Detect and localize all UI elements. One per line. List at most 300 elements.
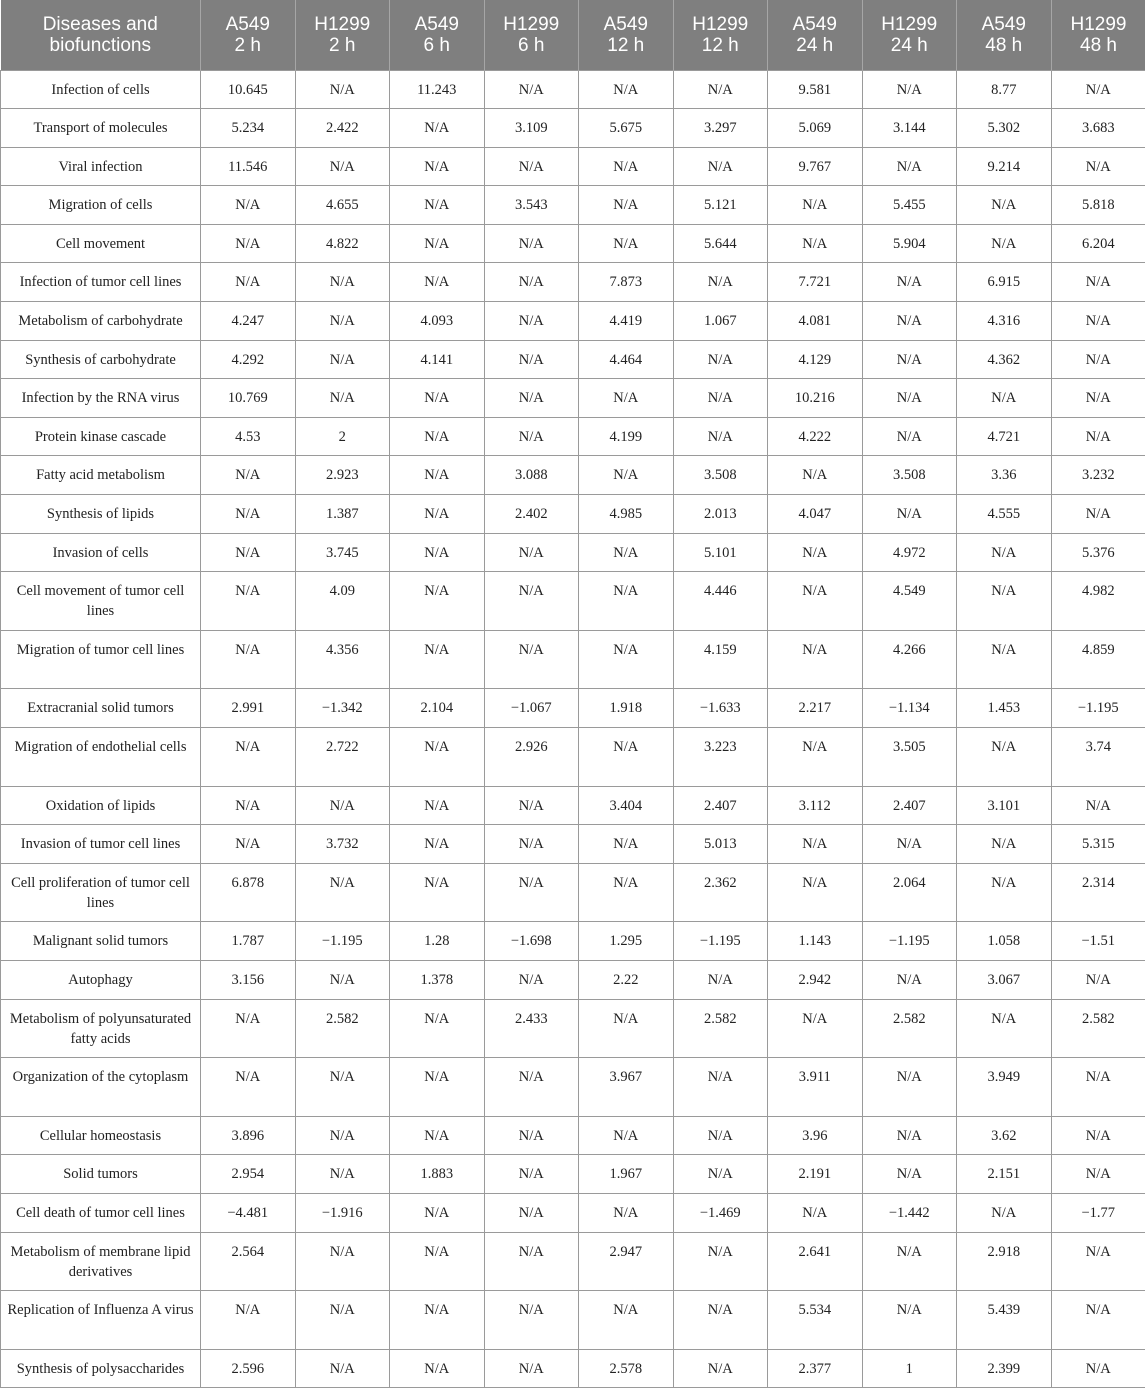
column-header (768, 0, 863, 70)
value-cell: 2 (295, 417, 390, 456)
column-header-line: H1299 (1070, 13, 1127, 35)
value-cell: N/A (484, 70, 579, 109)
value-cell: 8.77 (957, 70, 1052, 109)
value-cell: N/A (768, 456, 863, 495)
value-cell: N/A (1051, 960, 1145, 999)
value-cell: N/A (579, 999, 674, 1058)
value-cell: N/A (201, 1291, 296, 1350)
table-row (1, 495, 1145, 534)
table-row (1, 109, 1145, 148)
value-cell: 2.578 (579, 1349, 674, 1388)
value-cell: −1.77 (1051, 1193, 1145, 1232)
table-row (1, 1116, 1145, 1155)
value-cell: 3.683 (1051, 109, 1145, 148)
value-cell: N/A (579, 147, 674, 186)
column-header-line: 12 h (607, 34, 645, 56)
value-cell: N/A (295, 1116, 390, 1155)
value-cell: N/A (295, 786, 390, 825)
value-cell: N/A (484, 379, 579, 418)
value-cell: 2.407 (673, 786, 768, 825)
value-cell: N/A (390, 1193, 485, 1232)
value-cell: N/A (862, 70, 957, 109)
value-cell: N/A (484, 1058, 579, 1117)
value-cell: 2.433 (484, 999, 579, 1058)
value-cell: N/A (295, 340, 390, 379)
value-cell: 5.904 (862, 224, 957, 263)
value-cell: N/A (1051, 302, 1145, 341)
value-cell: 3.74 (1051, 728, 1145, 787)
column-header-line: 48 h (985, 34, 1023, 56)
value-cell: N/A (1051, 70, 1145, 109)
value-cell: 5.315 (1051, 825, 1145, 864)
value-cell: N/A (390, 863, 485, 922)
column-header (484, 0, 579, 70)
value-cell: N/A (1051, 1291, 1145, 1350)
value-cell: 10.216 (768, 379, 863, 418)
row-label-cell: Metabolism of polyunsaturated fatty acids (1, 999, 201, 1058)
value-cell: 3.156 (201, 960, 296, 999)
value-cell: N/A (862, 302, 957, 341)
value-cell: 2.104 (390, 689, 485, 728)
value-cell: 4.549 (862, 572, 957, 631)
column-header-name (1, 0, 201, 70)
value-cell: N/A (579, 1291, 674, 1350)
row-label-cell: Protein kinase cascade (1, 417, 201, 456)
table-row (1, 147, 1145, 186)
value-cell: 3.732 (295, 825, 390, 864)
row-label-cell: Invasion of cells (1, 533, 201, 572)
row-label-cell: Infection of cells (1, 70, 201, 109)
value-cell: N/A (1051, 1155, 1145, 1194)
value-cell: N/A (579, 379, 674, 418)
row-label-cell: Extracranial solid tumors (1, 689, 201, 728)
value-cell: 6.204 (1051, 224, 1145, 263)
value-cell: 3.088 (484, 456, 579, 495)
value-cell: N/A (579, 630, 674, 689)
value-cell: N/A (295, 863, 390, 922)
value-cell: −1.916 (295, 1193, 390, 1232)
value-cell: 4.464 (579, 340, 674, 379)
value-cell: 2.926 (484, 728, 579, 787)
value-cell: N/A (1051, 1058, 1145, 1117)
row-label-cell: Replication of Influenza A virus (1, 1291, 201, 1350)
value-cell: N/A (673, 1155, 768, 1194)
value-cell: 3.62 (957, 1116, 1052, 1155)
value-cell: 2.942 (768, 960, 863, 999)
value-cell: 4.859 (1051, 630, 1145, 689)
table-header (1, 0, 1145, 70)
value-cell: N/A (201, 456, 296, 495)
value-cell: 4.292 (201, 340, 296, 379)
table-row (1, 70, 1145, 109)
value-cell: N/A (484, 630, 579, 689)
column-header-line: 24 h (890, 34, 928, 56)
value-cell: 4.972 (862, 533, 957, 572)
table-row (1, 728, 1145, 787)
column-header (673, 0, 768, 70)
column-header-line: 6 h (423, 34, 450, 56)
value-cell: 10.769 (201, 379, 296, 418)
row-label-cell: Metabolism of membrane lipid derivatives (1, 1232, 201, 1291)
column-header-line: H1299 (692, 13, 749, 35)
value-cell: N/A (579, 863, 674, 922)
column-header-line: 2 h (329, 34, 356, 56)
row-label-cell: Organization of the cytoplasm (1, 1058, 201, 1117)
value-cell: 2.151 (957, 1155, 1052, 1194)
row-label-cell: Oxidation of lipids (1, 786, 201, 825)
value-cell: 3.067 (957, 960, 1052, 999)
value-cell: 2.22 (579, 960, 674, 999)
column-header-line: Diseases and (42, 13, 158, 35)
value-cell: N/A (390, 263, 485, 302)
column-header-line: 48 h (1080, 34, 1117, 56)
row-label-cell: Invasion of tumor cell lines (1, 825, 201, 864)
value-cell: 3.223 (673, 728, 768, 787)
value-cell: N/A (201, 825, 296, 864)
value-cell: N/A (957, 728, 1052, 787)
column-header-line: A549 (981, 13, 1026, 35)
value-cell: 1.058 (957, 922, 1052, 961)
value-cell: N/A (957, 863, 1052, 922)
value-cell: 1.28 (390, 922, 485, 961)
value-cell: N/A (484, 417, 579, 456)
value-cell: N/A (768, 825, 863, 864)
value-cell: 4.982 (1051, 572, 1145, 631)
value-cell: 1.295 (579, 922, 674, 961)
value-cell: N/A (484, 1349, 579, 1388)
value-cell: 2.918 (957, 1232, 1052, 1291)
value-cell: 4.419 (579, 302, 674, 341)
value-cell: N/A (295, 1058, 390, 1117)
table-row (1, 999, 1145, 1058)
value-cell: N/A (957, 572, 1052, 631)
value-cell: 3.505 (862, 728, 957, 787)
value-cell: N/A (862, 495, 957, 534)
value-cell: −1.195 (295, 922, 390, 961)
value-cell: 3.745 (295, 533, 390, 572)
value-cell: 4.222 (768, 417, 863, 456)
table-row (1, 922, 1145, 961)
table-row (1, 417, 1145, 456)
value-cell: 4.047 (768, 495, 863, 534)
value-cell: N/A (673, 960, 768, 999)
value-cell: 4.356 (295, 630, 390, 689)
value-cell: N/A (484, 1155, 579, 1194)
column-header-line: A549 (792, 13, 837, 35)
value-cell: N/A (768, 728, 863, 787)
value-cell: N/A (390, 1232, 485, 1291)
value-cell: 6.878 (201, 863, 296, 922)
value-cell: N/A (1051, 495, 1145, 534)
value-cell: N/A (484, 340, 579, 379)
value-cell: N/A (201, 263, 296, 302)
value-cell: 5.534 (768, 1291, 863, 1350)
value-cell: 4.081 (768, 302, 863, 341)
value-cell: N/A (295, 147, 390, 186)
column-header (957, 0, 1052, 70)
value-cell: N/A (957, 224, 1052, 263)
value-cell: N/A (390, 999, 485, 1058)
value-cell: N/A (579, 1193, 674, 1232)
value-cell: 4.555 (957, 495, 1052, 534)
value-cell: N/A (390, 825, 485, 864)
value-cell: N/A (673, 1116, 768, 1155)
value-cell: 4.09 (295, 572, 390, 631)
value-cell: −1.442 (862, 1193, 957, 1232)
column-header-line: 6 h (518, 34, 545, 56)
value-cell: 2.377 (768, 1349, 863, 1388)
row-label-cell: Migration of cells (1, 186, 201, 225)
value-cell: 2.402 (484, 495, 579, 534)
value-cell: N/A (1051, 417, 1145, 456)
value-cell: N/A (201, 533, 296, 572)
row-label-cell: Synthesis of carbohydrate (1, 340, 201, 379)
row-label-cell: Autophagy (1, 960, 201, 999)
value-cell: N/A (579, 728, 674, 787)
table-row (1, 224, 1145, 263)
value-cell: 3.144 (862, 109, 957, 148)
value-cell: 3.297 (673, 109, 768, 148)
value-cell: N/A (579, 825, 674, 864)
value-cell: N/A (957, 825, 1052, 864)
value-cell: N/A (1051, 340, 1145, 379)
value-cell: N/A (579, 533, 674, 572)
table-row (1, 786, 1145, 825)
value-cell: N/A (390, 786, 485, 825)
value-cell: N/A (201, 186, 296, 225)
value-cell: N/A (768, 630, 863, 689)
value-cell: N/A (957, 630, 1052, 689)
value-cell: 2.399 (957, 1349, 1052, 1388)
value-cell: N/A (1051, 379, 1145, 418)
value-cell: N/A (484, 1291, 579, 1350)
value-cell: N/A (768, 224, 863, 263)
value-cell: −1.067 (484, 689, 579, 728)
value-cell: N/A (579, 224, 674, 263)
table-row (1, 379, 1145, 418)
value-cell: 6.915 (957, 263, 1052, 302)
value-cell: N/A (390, 572, 485, 631)
value-cell: 3.896 (201, 1116, 296, 1155)
value-cell: 2.954 (201, 1155, 296, 1194)
value-cell: 9.581 (768, 70, 863, 109)
column-header-line: A549 (414, 13, 459, 35)
value-cell: 2.582 (862, 999, 957, 1058)
value-cell: 2.564 (201, 1232, 296, 1291)
value-cell: N/A (390, 630, 485, 689)
value-cell: N/A (957, 186, 1052, 225)
value-cell: 5.455 (862, 186, 957, 225)
value-cell: 2.064 (862, 863, 957, 922)
row-label-cell: Viral infection (1, 147, 201, 186)
value-cell: N/A (390, 1116, 485, 1155)
value-cell: −1.195 (1051, 689, 1145, 728)
value-cell: 5.675 (579, 109, 674, 148)
value-cell: 2.422 (295, 109, 390, 148)
value-cell: 4.53 (201, 417, 296, 456)
row-label-cell: Metabolism of carbohydrate (1, 302, 201, 341)
value-cell: N/A (768, 533, 863, 572)
table-row (1, 630, 1145, 689)
value-cell: N/A (862, 960, 957, 999)
value-cell: N/A (201, 630, 296, 689)
value-cell: 3.112 (768, 786, 863, 825)
value-cell: N/A (201, 728, 296, 787)
value-cell: 3.967 (579, 1058, 674, 1117)
value-cell: N/A (390, 417, 485, 456)
column-header-line: A549 (225, 13, 270, 35)
value-cell: −1.633 (673, 689, 768, 728)
value-cell: 5.101 (673, 533, 768, 572)
value-cell: −4.481 (201, 1193, 296, 1232)
value-cell: 5.818 (1051, 186, 1145, 225)
value-cell: N/A (390, 224, 485, 263)
value-cell: 4.362 (957, 340, 1052, 379)
value-cell: 1.387 (295, 495, 390, 534)
row-label-cell: Cell proliferation of tumor cell lines (1, 863, 201, 922)
value-cell: 11.546 (201, 147, 296, 186)
value-cell: N/A (579, 572, 674, 631)
row-label-cell: Migration of tumor cell lines (1, 630, 201, 689)
value-cell: N/A (295, 1349, 390, 1388)
value-cell: 4.129 (768, 340, 863, 379)
value-cell: 4.822 (295, 224, 390, 263)
value-cell: N/A (862, 1058, 957, 1117)
value-cell: N/A (390, 379, 485, 418)
value-cell: 1.143 (768, 922, 863, 961)
value-cell: 2.923 (295, 456, 390, 495)
value-cell: 9.767 (768, 147, 863, 186)
value-cell: N/A (295, 302, 390, 341)
value-cell: N/A (484, 1193, 579, 1232)
value-cell: 5.376 (1051, 533, 1145, 572)
row-label-cell: Cellular homeostasis (1, 1116, 201, 1155)
value-cell: 5.069 (768, 109, 863, 148)
value-cell: N/A (295, 70, 390, 109)
value-cell: −1.195 (673, 922, 768, 961)
value-cell: 4.985 (579, 495, 674, 534)
row-label-cell: Cell movement of tumor cell lines (1, 572, 201, 631)
value-cell: 1.067 (673, 302, 768, 341)
value-cell: N/A (579, 1116, 674, 1155)
value-cell: 2.722 (295, 728, 390, 787)
value-cell: N/A (390, 456, 485, 495)
row-label-cell: Synthesis of lipids (1, 495, 201, 534)
value-cell: 2.582 (1051, 999, 1145, 1058)
table-row (1, 1232, 1145, 1291)
row-label-cell: Synthesis of polysaccharides (1, 1349, 201, 1388)
row-label-cell: Migration of endothelial cells (1, 728, 201, 787)
value-cell: 5.439 (957, 1291, 1052, 1350)
row-label-cell: Malignant solid tumors (1, 922, 201, 961)
value-cell: N/A (295, 263, 390, 302)
table-row (1, 1155, 1145, 1194)
value-cell: N/A (862, 1291, 957, 1350)
value-cell: 4.721 (957, 417, 1052, 456)
table-row (1, 689, 1145, 728)
value-cell: N/A (673, 1058, 768, 1117)
value-cell: N/A (862, 379, 957, 418)
value-cell: 1.883 (390, 1155, 485, 1194)
value-cell: 1.918 (579, 689, 674, 728)
table-row (1, 1349, 1145, 1388)
value-cell: N/A (862, 263, 957, 302)
column-header (390, 0, 485, 70)
table-row (1, 1291, 1145, 1350)
row-label-cell: Fatty acid metabolism (1, 456, 201, 495)
value-cell: 2.314 (1051, 863, 1145, 922)
row-label-cell: Cell movement (1, 224, 201, 263)
value-cell: 4.266 (862, 630, 957, 689)
value-cell: N/A (390, 147, 485, 186)
value-cell: 2.947 (579, 1232, 674, 1291)
value-cell: N/A (390, 186, 485, 225)
table-row (1, 572, 1145, 631)
value-cell: N/A (673, 340, 768, 379)
table-row (1, 1058, 1145, 1117)
value-cell: 4.141 (390, 340, 485, 379)
value-cell: N/A (484, 863, 579, 922)
value-cell: N/A (957, 1193, 1052, 1232)
value-cell: 1.453 (957, 689, 1052, 728)
value-cell: N/A (201, 1058, 296, 1117)
table-row (1, 186, 1145, 225)
value-cell: N/A (862, 417, 957, 456)
value-cell: N/A (201, 572, 296, 631)
column-header-line: H1299 (881, 13, 938, 35)
value-cell: 3.911 (768, 1058, 863, 1117)
value-cell: N/A (768, 572, 863, 631)
value-cell: 3.508 (862, 456, 957, 495)
value-cell: 4.316 (957, 302, 1052, 341)
value-cell: 5.234 (201, 109, 296, 148)
value-cell: 3.404 (579, 786, 674, 825)
value-cell: 5.013 (673, 825, 768, 864)
value-cell: 2.582 (673, 999, 768, 1058)
value-cell: N/A (862, 1116, 957, 1155)
value-cell: N/A (484, 960, 579, 999)
value-cell: 2.596 (201, 1349, 296, 1388)
value-cell: 5.644 (673, 224, 768, 263)
table-row (1, 1193, 1145, 1232)
value-cell: N/A (673, 417, 768, 456)
row-label-cell: Infection of tumor cell lines (1, 263, 201, 302)
value-cell: N/A (862, 340, 957, 379)
table-row (1, 456, 1145, 495)
value-cell: N/A (1051, 1232, 1145, 1291)
column-header-line: biofunctions (49, 34, 151, 56)
value-cell: 2.191 (768, 1155, 863, 1194)
value-cell: 3.101 (957, 786, 1052, 825)
column-header (201, 0, 296, 70)
value-cell: 1 (862, 1349, 957, 1388)
value-cell: N/A (484, 533, 579, 572)
value-cell: N/A (484, 302, 579, 341)
value-cell: 3.109 (484, 109, 579, 148)
column-header-line: 12 h (701, 34, 739, 56)
value-cell: N/A (390, 1291, 485, 1350)
value-cell: N/A (201, 495, 296, 534)
value-cell: 2.407 (862, 786, 957, 825)
value-cell: 3.543 (484, 186, 579, 225)
value-cell: N/A (862, 147, 957, 186)
column-header (1051, 0, 1145, 70)
table-row (1, 302, 1145, 341)
value-cell: 2.991 (201, 689, 296, 728)
value-cell: N/A (484, 825, 579, 864)
value-cell: 1.967 (579, 1155, 674, 1194)
value-cell: N/A (484, 572, 579, 631)
